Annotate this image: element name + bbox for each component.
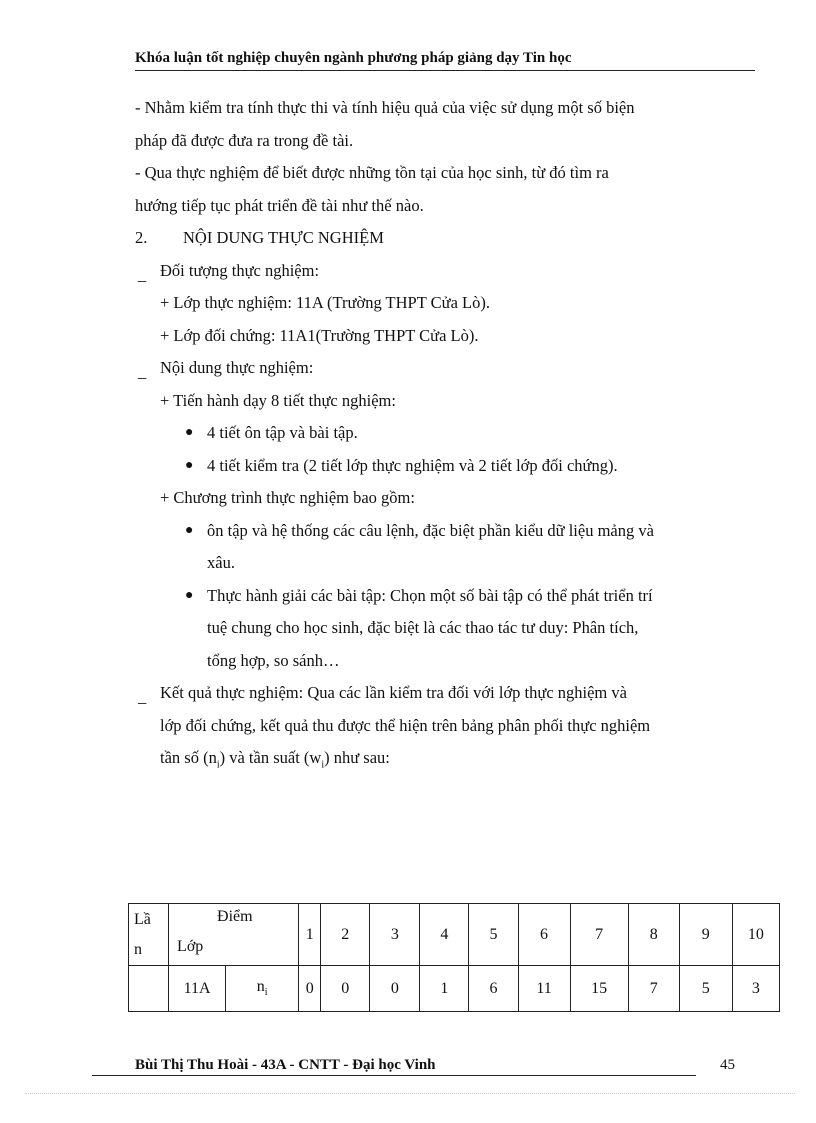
list-item: + Lớp đối chứng: 11A1(Trường THPT Cửa Lò). — [160, 325, 479, 345]
list-item-text: Đối tượng thực nghiệm: — [160, 260, 320, 280]
score-header: 9 — [679, 904, 732, 966]
value-cell: 0 — [370, 966, 420, 1012]
bullet-icon: ● — [185, 587, 194, 603]
text-fragment: ) và tần suất (w — [219, 748, 322, 767]
list-item-text: Kết quả thực nghiệm: Qua các lần kiểm tra đối với lớp thực nghiệm và — [160, 683, 627, 702]
table-header-row — [129, 904, 780, 966]
dash-marker: _ — [138, 264, 147, 284]
bullet-text-continued: tuệ chung cho học sinh, đặc biệt là các thao tác tư duy: Phân tích, — [207, 618, 639, 637]
list-item-continued: lớp đối chứng, kết quả thu được thể hiện trên bảng phân phối thực nghiệm — [160, 715, 651, 735]
paragraph-line: pháp đã được đưa ra trong đề tài. — [135, 130, 354, 150]
page-footer — [92, 1057, 696, 1076]
value-cell: 11 — [518, 966, 570, 1012]
lan-label: Lầ — [134, 910, 151, 928]
list-item: + Chương trình thực nghiệm bao gồm: — [160, 488, 415, 507]
value-cell: 3 — [732, 966, 779, 1012]
ni-label: n — [256, 978, 265, 996]
list-item-continued — [135, 742, 735, 775]
bullet-icon: ● — [185, 522, 194, 538]
lan-header-cell — [129, 904, 169, 966]
list-item — [135, 255, 735, 288]
bullet-text: Thực hành giải các bài tập: Chọn một số bài tập có thể phát triển trí — [207, 585, 653, 605]
footer-text: Bùi Thị Thu Hoài - 43A - CNTT - Đại học Vinh — [135, 1057, 436, 1073]
score-header: 4 — [420, 904, 469, 966]
subscript: i — [264, 987, 268, 999]
ni-label-cell — [226, 966, 299, 1012]
bullet-icon: ● — [185, 457, 194, 473]
diem-label: Điểm — [217, 908, 253, 925]
subscript: i — [216, 759, 220, 771]
lop-label: Lớp — [177, 938, 204, 955]
bullet-text: 4 tiết ôn tập và bài tập. — [207, 423, 358, 442]
bullet-text-continued: tổng hợp, so sánh… — [207, 650, 340, 670]
list-item: + Lớp thực nghiệm: 11A (Trường THPT Cửa Lò). — [160, 293, 490, 312]
score-header: 2 — [321, 904, 370, 966]
bullet-icon: ● — [185, 425, 194, 440]
dash-marker: _ — [138, 687, 147, 706]
text-fragment: tần số (n — [160, 748, 217, 767]
value-cell: 0 — [299, 966, 321, 1012]
bullet-item — [135, 580, 735, 613]
bullet-text-continued: xâu. — [207, 553, 235, 572]
value-cell: 0 — [321, 966, 370, 1012]
value-cell: 5 — [679, 966, 732, 1012]
lan-label: n — [134, 940, 142, 958]
page-header: Khóa luận tốt nghiệp chuyên ngành phương pháp giảng dạy Tin học — [135, 50, 755, 71]
page-number: 45 — [720, 1057, 735, 1073]
value-cell: 1 — [420, 966, 469, 1012]
section-title: NỘI DUNG THỰC NGHIỆM — [183, 228, 384, 247]
list-item — [135, 677, 735, 710]
value-cell: 15 — [570, 966, 628, 1012]
score-header: 5 — [469, 904, 518, 966]
dash-marker: _ — [138, 362, 147, 381]
paragraph-line: - Qua thực nghiệm để biết được những tồn tại của học sinh, từ đó tìm ra — [135, 163, 609, 182]
bullet-item — [135, 450, 735, 483]
table-row — [129, 966, 780, 1012]
page-edge-divider — [25, 1093, 795, 1094]
score-header: 6 — [518, 904, 570, 966]
bullet-item — [135, 417, 735, 450]
bullet-text: 4 tiết kiểm tra (2 tiết lớp thực nghiệm và 2 tiết lớp đối chứng). — [207, 455, 618, 475]
subscript: i — [321, 759, 325, 771]
score-header: 3 — [370, 904, 420, 966]
list-item — [135, 352, 735, 385]
text-fragment: ) như sau: — [324, 748, 390, 767]
bullet-item — [135, 515, 735, 548]
score-header: 7 — [570, 904, 628, 966]
paragraph-line: hướng tiếp tục phát triển đề tài như thế nào. — [135, 195, 424, 215]
list-item: + Tiến hành dạy 8 tiết thực nghiệm: — [160, 390, 396, 410]
diem-lop-header-cell — [169, 904, 299, 966]
body-text — [135, 92, 735, 775]
bullet-text: ôn tập và hệ thống các câu lệnh, đặc biệt phần kiểu dữ liệu mảng và — [207, 520, 654, 540]
list-item-text: Nội dung thực nghiệm: — [160, 358, 314, 377]
score-header: 10 — [732, 904, 779, 966]
section-number: 2. — [135, 228, 148, 247]
section-heading — [135, 222, 735, 255]
score-header: 8 — [628, 904, 679, 966]
frequency-table — [128, 903, 780, 1012]
value-cell: 6 — [469, 966, 518, 1012]
score-header: 1 — [299, 904, 321, 966]
class-cell: 11A — [169, 966, 226, 1012]
paragraph-line: - Nhằm kiểm tra tính thực thi và tính hiệu quả của việc sử dụng một số biện — [135, 98, 635, 117]
value-cell: 7 — [628, 966, 679, 1012]
lan-cell — [129, 966, 169, 1012]
